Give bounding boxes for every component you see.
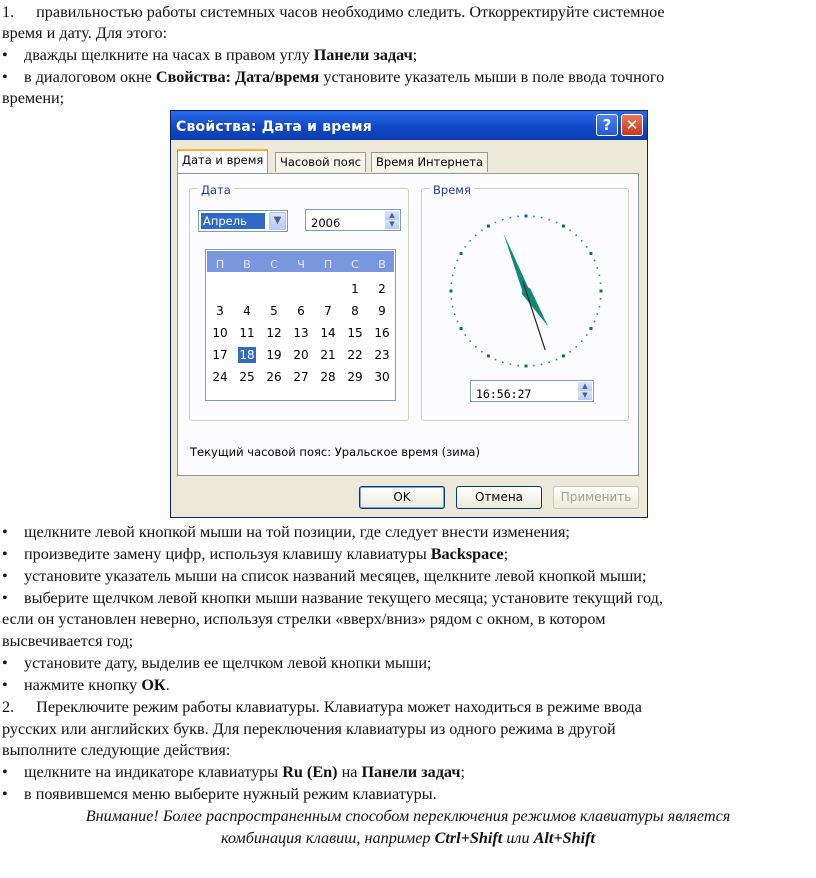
step-backspace xyxy=(2,544,508,565)
calendar-day[interactable]: 6 xyxy=(297,304,305,318)
note-line2 xyxy=(0,828,816,849)
calendar-day[interactable]: 27 xyxy=(293,370,309,384)
step-choose-mode xyxy=(2,784,437,805)
bullet-text: щелкните левой кнопкой мыши на той позиции, где следует внести изменения; xyxy=(24,523,570,541)
ok-button[interactable]: OK xyxy=(359,486,445,509)
clock-hour-mark xyxy=(589,327,592,330)
bullet-text: дважды щелкните на часах в правом углу xyxy=(24,46,314,64)
tab-date-time[interactable]: Дата и время xyxy=(177,149,268,173)
bullet-text: ; xyxy=(412,46,418,64)
clock-minute-mark xyxy=(475,234,477,236)
clock-hour-mark xyxy=(562,225,565,228)
calendar-day[interactable]: 10 xyxy=(212,326,228,340)
bullet-text: установите указатель мыши на список названий месяцев, щелкните левой кнопкой мыши; xyxy=(24,567,647,585)
close-button[interactable]: ✕ xyxy=(621,114,643,136)
time-value: 16:56:27 xyxy=(476,387,532,401)
clock-minute-mark xyxy=(556,222,558,224)
year-spinner[interactable] xyxy=(305,209,401,231)
clock-minute-mark xyxy=(581,340,583,342)
clock-minute-mark xyxy=(548,362,550,364)
clock-minute-mark xyxy=(581,240,583,242)
spin-up-icon[interactable]: ▲ xyxy=(578,382,592,391)
clock-minute-mark xyxy=(502,219,504,221)
bullet-mark: • xyxy=(2,567,8,585)
calendar-day[interactable]: 16 xyxy=(374,326,390,340)
clock-minute-mark xyxy=(575,234,577,236)
bullet-mark: • xyxy=(2,763,8,781)
bullet-text: установите указатель мыши в поле ввода точного xyxy=(319,68,665,86)
tab-timezone[interactable]: Часовой пояс xyxy=(275,152,366,172)
clock-minute-mark xyxy=(586,334,588,336)
clock-minute-mark xyxy=(451,298,453,300)
clock-minute-mark xyxy=(451,282,453,284)
clock-minute-mark xyxy=(548,219,550,221)
clock-minute-mark xyxy=(454,313,456,315)
clock-minute-mark xyxy=(452,275,454,277)
clock-minute-mark xyxy=(597,313,599,315)
clock-minute-mark xyxy=(533,216,535,218)
clock-minute-mark xyxy=(457,321,459,323)
spin-up-icon[interactable]: ▲ xyxy=(385,211,399,220)
clock-minute-mark xyxy=(556,359,558,361)
bullet-text: в появившемся меню выберите нужный режим клавиатуры. xyxy=(24,785,437,803)
weekday-header: С xyxy=(351,258,359,271)
calendar-day[interactable]: 9 xyxy=(378,304,386,318)
calendar-day[interactable]: 8 xyxy=(351,304,359,318)
apply-button[interactable]: Применить xyxy=(553,486,639,509)
clock-hour-mark xyxy=(450,290,453,293)
weekday-header: В xyxy=(243,258,251,271)
clock-hour-mark xyxy=(487,354,490,357)
clock-hour-mark xyxy=(460,252,463,255)
clock-minute-mark xyxy=(517,216,519,218)
item2-line1 xyxy=(2,697,642,718)
item2-text: Переключите режим работы клавиатуры. Клавиатура может находиться в режиме ввода xyxy=(36,698,642,716)
bullet-mark: • xyxy=(2,68,8,86)
bullet-bold: Панели задач xyxy=(361,763,461,781)
clock-hour-mark xyxy=(562,354,565,357)
clock-minute-mark xyxy=(469,340,471,342)
clock-minute-mark xyxy=(502,362,504,364)
item2-number: 2. xyxy=(2,698,15,716)
spin-down-icon[interactable]: ▼ xyxy=(578,391,592,400)
clock-minute-mark xyxy=(600,298,602,300)
item2-line2: русских или английских букв. Для переключения клавиатуры из одного режима в другой xyxy=(2,720,616,738)
clock-minute-mark xyxy=(510,217,512,219)
calendar-day[interactable]: 3 xyxy=(216,304,224,318)
calendar-day[interactable]: 1 xyxy=(351,282,359,296)
bullet-dialog-line2: времени; xyxy=(2,89,65,107)
bullet-dialog xyxy=(2,67,664,88)
calendar-day[interactable]: 5 xyxy=(270,304,278,318)
bullet-bold: ОК xyxy=(141,676,166,694)
clock-minute-mark xyxy=(465,246,467,248)
bullet-text: ; xyxy=(460,763,465,781)
clock-minute-mark xyxy=(594,260,596,262)
step-select-month xyxy=(2,588,663,609)
month-select[interactable] xyxy=(198,210,288,232)
clock-minute-mark xyxy=(597,267,599,269)
bullet-bold: Панели задач xyxy=(313,46,413,64)
calendar-day[interactable]: 13 xyxy=(293,326,309,340)
step-press-ok xyxy=(2,675,170,696)
calendar-day[interactable]: 21 xyxy=(320,348,336,362)
bullet-mark: • xyxy=(2,545,8,563)
weekday-header: П xyxy=(215,258,225,271)
clock-minute-mark xyxy=(586,246,588,248)
note-text: комбинация клавиш, например xyxy=(220,829,435,847)
bullet-bold: Ru (En) xyxy=(282,763,338,781)
datetime-dialog xyxy=(170,110,648,518)
bullet-text: ; xyxy=(503,545,509,563)
bullet-text: щелкните на индикаторе клавиатуры xyxy=(24,763,283,781)
bullet-mark: • xyxy=(2,523,8,541)
clock-minute-mark xyxy=(541,364,543,366)
calendar-weekday-header xyxy=(207,251,394,272)
bullet-mark: • xyxy=(2,654,8,672)
clock-minute-mark xyxy=(457,260,459,262)
item1-line2: время и дату. Для этого: xyxy=(2,24,168,42)
calendar-day[interactable]: 4 xyxy=(243,304,251,318)
bullet-double-click xyxy=(2,45,417,66)
clock-minute-mark xyxy=(510,364,512,366)
clock-minute-mark xyxy=(465,334,467,336)
bullet-text: . xyxy=(165,676,170,694)
clock-hour-mark xyxy=(525,215,528,218)
calendar-day[interactable]: 15 xyxy=(347,326,363,340)
calendar-day[interactable]: 14 xyxy=(320,326,336,340)
weekday-header: Ч xyxy=(297,258,305,271)
bullet-mark: • xyxy=(2,589,8,607)
bullet-bold: Свойства: Дата/время xyxy=(155,68,320,86)
calendar-day-selected[interactable]: 18 xyxy=(239,348,255,362)
calendar-day[interactable]: 28 xyxy=(320,370,336,384)
bullet-text: установите дату, выделив ее щелчком левой кнопки мыши; xyxy=(24,654,432,672)
analog-clock xyxy=(441,206,611,376)
year-value: 2006 xyxy=(311,216,341,230)
bullet-text: в диалоговом окне xyxy=(24,68,156,86)
clock-minute-mark xyxy=(541,217,543,219)
note-line1: Внимание! Более распространенным способом переключения режимов клавиатуры является xyxy=(85,807,731,825)
step-select-month-line3: высвечивается год; xyxy=(2,632,134,650)
help-button[interactable]: ? xyxy=(596,114,618,136)
minute-hand xyxy=(503,233,529,296)
time-group-label: Время xyxy=(430,180,474,201)
bullet-text: нажмите кнопку xyxy=(24,676,142,694)
clock-minute-mark xyxy=(594,321,596,323)
note-bold: Ctrl+Shift xyxy=(434,829,503,847)
bullet-bold: Backspace xyxy=(430,545,504,563)
clock-hour-mark xyxy=(589,252,592,255)
clock-minute-mark xyxy=(575,346,577,348)
step-select-date xyxy=(2,653,432,674)
bullet-mark: • xyxy=(2,46,8,64)
calendar-day[interactable]: 11 xyxy=(239,326,255,340)
clock-minute-mark xyxy=(469,240,471,242)
clock-minute-mark xyxy=(569,230,571,232)
bullet-text: выберите щелчком левой кнопки мыши название текущего месяца; установите текущий год, xyxy=(24,589,663,607)
spin-down-icon[interactable]: ▼ xyxy=(385,220,399,229)
bullet-mark: • xyxy=(2,785,8,803)
calendar-grid[interactable] xyxy=(205,249,396,401)
clock-minute-mark xyxy=(481,230,483,232)
calendar-day[interactable]: 22 xyxy=(347,348,363,362)
calendar-day[interactable]: 25 xyxy=(239,370,255,384)
clock-minute-mark xyxy=(517,365,519,367)
step-select-month-line2: если он установлен неверно, используя стрелки «вверх/вниз» рядом с окном, в котором xyxy=(2,610,606,628)
clock-minute-mark xyxy=(495,359,497,361)
clock-minute-mark xyxy=(454,267,456,269)
clock-minute-mark xyxy=(452,306,454,308)
clock-hour-mark xyxy=(487,225,490,228)
calendar-day[interactable]: 19 xyxy=(266,348,282,362)
timezone-text: Текущий часовой пояс: Уральское время (зима) xyxy=(190,445,480,459)
clock-hour-mark xyxy=(600,290,603,293)
weekday-header: В xyxy=(378,258,386,271)
clock-minute-mark xyxy=(600,282,602,284)
dialog-title: Свойства: Дата и время xyxy=(176,119,372,135)
dialog-titlebar[interactable] xyxy=(171,111,647,140)
calendar-day[interactable]: 12 xyxy=(266,326,282,340)
item1-number: 1. xyxy=(2,3,15,21)
calendar-day[interactable]: 2 xyxy=(378,282,386,296)
bullet-text: на xyxy=(337,763,362,781)
weekday-header: С xyxy=(270,258,278,271)
weekday-header: П xyxy=(323,258,333,271)
calendar-day[interactable]: 30 xyxy=(374,370,390,384)
step-click-position xyxy=(2,522,570,543)
calendar-day[interactable]: 7 xyxy=(324,304,332,318)
step-month-list xyxy=(2,566,646,587)
calendar-day[interactable]: 20 xyxy=(293,348,309,362)
clock-minute-mark xyxy=(495,222,497,224)
clock-minute-mark xyxy=(599,306,601,308)
calendar-day[interactable]: 29 xyxy=(347,370,363,384)
clock-minute-mark xyxy=(475,346,477,348)
tab-internet-time[interactable]: Время Интернета xyxy=(371,152,488,172)
clock-hour-mark xyxy=(460,327,463,330)
cancel-button[interactable]: Отмена xyxy=(456,486,542,509)
clock-minute-mark xyxy=(481,351,483,353)
clock-hour-mark xyxy=(525,365,528,368)
chevron-down-icon[interactable]: ▼ xyxy=(269,212,286,230)
item2-line3: выполните следующие действия: xyxy=(2,741,231,759)
calendar-day[interactable]: 24 xyxy=(212,370,228,384)
item1-text: правильностью работы системных часов необходимо следить. Откорректируйте системное xyxy=(36,3,665,21)
calendar-day[interactable]: 26 xyxy=(266,370,282,384)
bullet-text: произведите замену цифр, используя клавишу клавиатуры xyxy=(24,545,431,563)
clock-minute-mark xyxy=(533,365,535,367)
month-value: Апрель xyxy=(201,213,265,229)
date-group-label: Дата xyxy=(198,180,234,201)
clock-minute-mark xyxy=(599,275,601,277)
note-bold: Alt+Shift xyxy=(533,829,596,847)
item1-line1 xyxy=(2,2,665,23)
note-text: или xyxy=(502,829,534,847)
step-keyboard-indicator xyxy=(2,762,465,783)
calendar-day[interactable]: 23 xyxy=(374,348,390,362)
calendar-day[interactable]: 17 xyxy=(212,348,228,362)
clock-minute-mark xyxy=(569,351,571,353)
time-spinner[interactable] xyxy=(470,380,594,402)
bullet-mark: • xyxy=(2,676,8,694)
